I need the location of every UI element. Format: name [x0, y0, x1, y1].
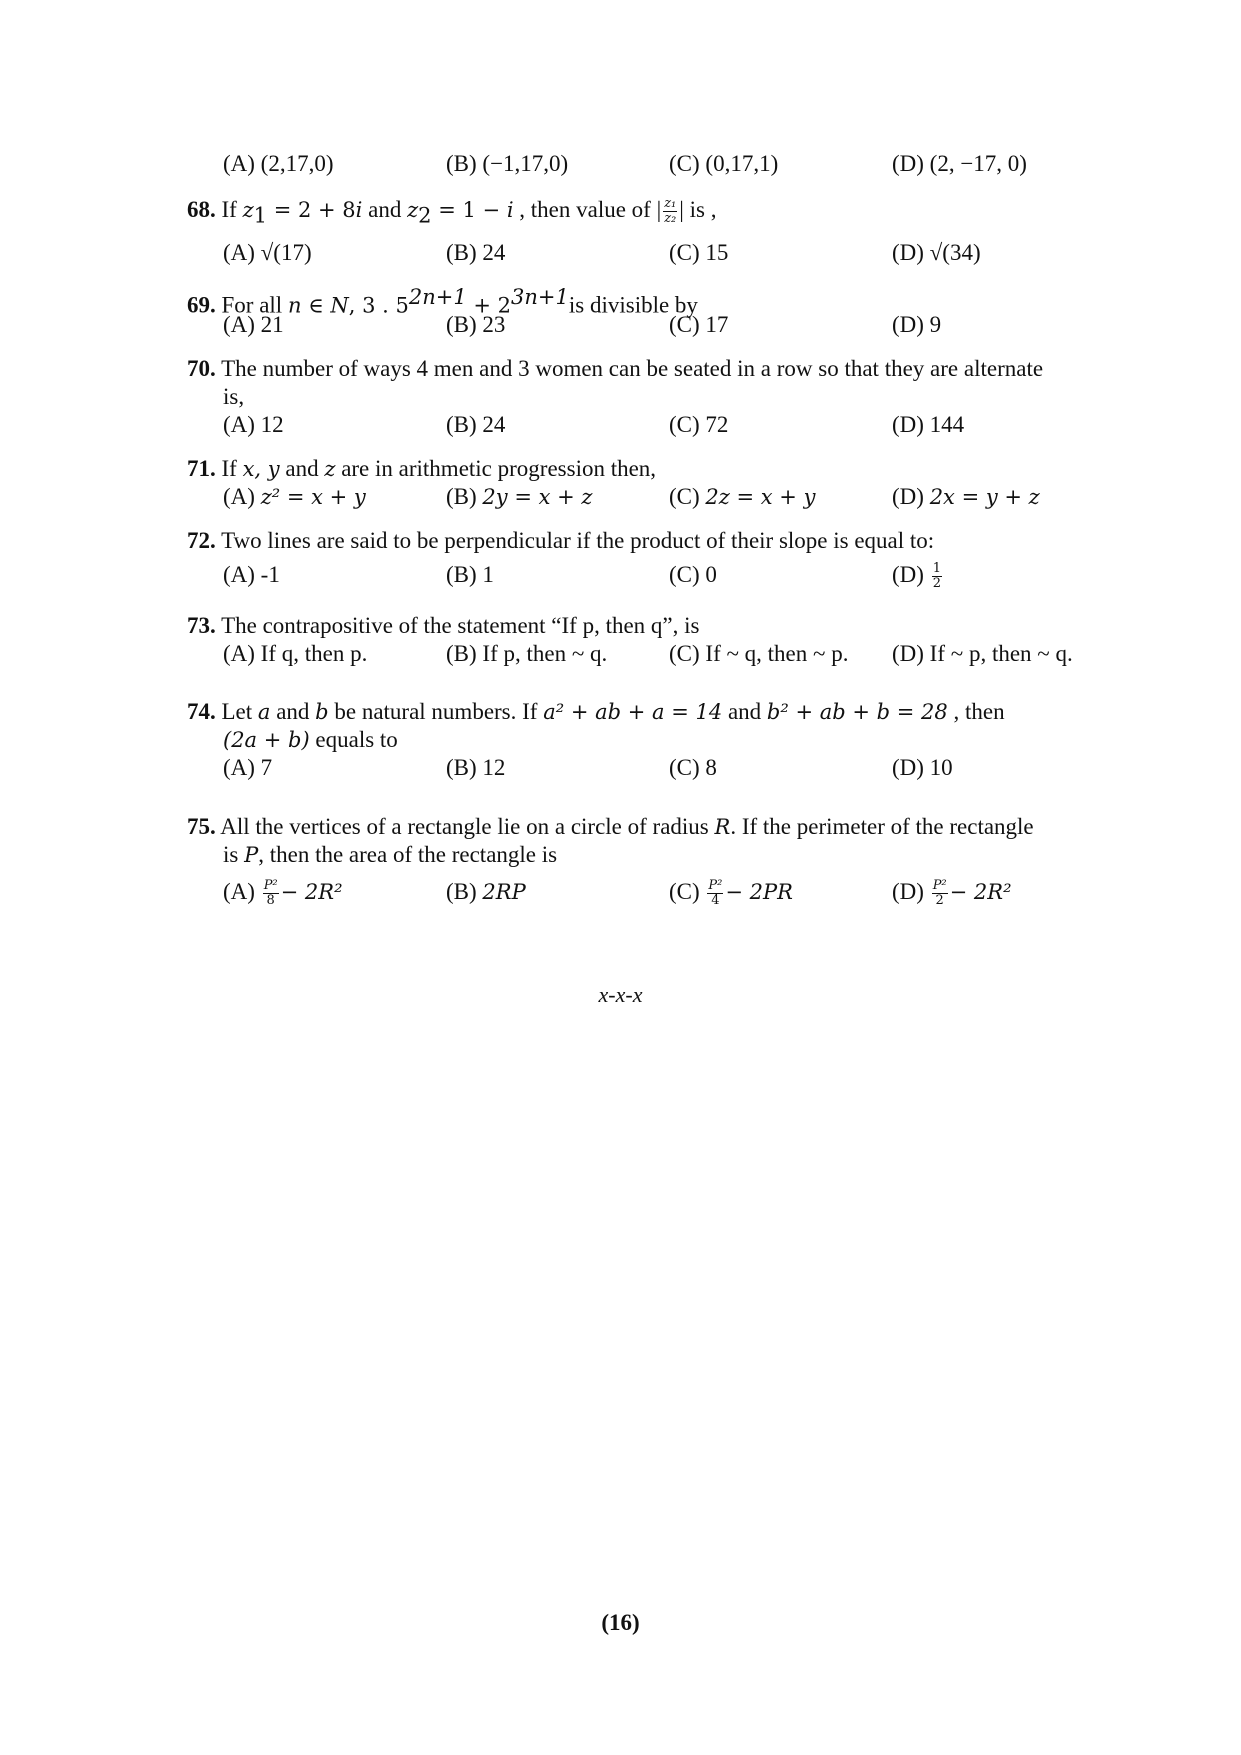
q71-stem [187, 455, 656, 483]
q68-i-1: i [355, 198, 363, 222]
q71-d-math: 2x = y + z [929, 485, 1040, 509]
q73-stem [187, 612, 699, 640]
q69-text-2: ∈ [301, 293, 331, 318]
q69-exp-2: 3n+1 [511, 285, 569, 309]
q74-stem [187, 698, 1005, 726]
q75-c-den: 4 [711, 893, 720, 909]
q71-d-label: (D) [892, 484, 930, 509]
q72-number: 72. [187, 528, 216, 553]
q75-a-num: P² [263, 878, 278, 894]
q73-option-b: (B) If p, then ~ q. [446, 641, 608, 666]
q71-a-label: (A) [223, 484, 261, 509]
q72-d-num: 1 [932, 561, 941, 577]
q71-option-d [892, 483, 1040, 511]
q73-option-a: (A) If q, then p. [223, 641, 368, 666]
q71-c-math: 2z = x + y [705, 485, 816, 509]
q70-option-b: (B) 24 [446, 412, 506, 437]
q68-sub-2: 2 [418, 203, 432, 228]
q74-text-1: Let [221, 699, 258, 724]
q70-text-2: is, [223, 384, 245, 409]
q75-R: R [714, 815, 731, 839]
q74-text-6: equals to [309, 727, 398, 752]
q74-expr: (2a + b) [223, 728, 310, 752]
q71-option-c [669, 483, 815, 511]
q71-option-b [446, 483, 592, 511]
q74-text-4: and [722, 699, 767, 724]
q75-b-math: 2RP [482, 880, 526, 904]
q67-option-c: (C) (0,17,1) [669, 151, 779, 176]
q74-text-5: , then [947, 699, 1005, 724]
q71-a-math: z² = x + y [260, 485, 366, 509]
q68-stem [187, 196, 716, 230]
q68-text-4: = 1 − [431, 198, 507, 222]
q68-text-1: If [221, 197, 243, 222]
q74-eq-2: b² + ab + b = 28 [766, 700, 948, 724]
q71-b-label: (B) [446, 484, 483, 509]
q71-c-label: (C) [669, 484, 706, 509]
q75-text-3: is [223, 842, 245, 867]
q72-option-c: (C) 0 [669, 562, 717, 587]
q68-text-2: = 2 + 8 [267, 198, 356, 222]
q72-d-label: (D) [892, 562, 930, 587]
q75-text-1: All the vertices of a rectangle lie on a circle of radius [220, 814, 715, 839]
q74-option-c: (C) 8 [669, 755, 717, 780]
q68-option-d: (D) √(34) [892, 240, 981, 265]
q74-option-d: (D) 10 [892, 755, 953, 780]
q72-option-a: (A) -1 [223, 562, 280, 587]
q74-b: b [315, 700, 329, 724]
q75-a-den: 8 [266, 893, 275, 909]
q75-option-d [892, 878, 1012, 908]
q75-a-rest: − 2R² [280, 880, 343, 904]
q68-frac-num: z₁ [664, 196, 677, 212]
q69-n: n [287, 293, 302, 318]
q75-d-num: P² [932, 878, 947, 894]
q73-option-d: (D) If ~ p, then ~ q. [892, 641, 1073, 666]
q67-option-a: (A) (2,17,0) [223, 151, 334, 176]
q68-fraction [663, 197, 677, 226]
q74-stem-2 [223, 726, 398, 754]
q67-option-b: (B) (−1,17,0) [446, 151, 569, 176]
q68-sub-1: 1 [253, 203, 268, 228]
q70-option-a: (A) 12 [223, 412, 284, 437]
q69-text-3: , 3 . 5 [348, 293, 409, 318]
q71-text-3: are in arithmetic progression then, [335, 456, 657, 481]
q70-text-1: The number of ways 4 men and 3 women can be seated in a row so that they are alternate [221, 356, 1044, 381]
q70-stem [187, 355, 1043, 383]
q75-d-den: 2 [935, 893, 944, 909]
q69-exp-1: 2n+1 [408, 285, 467, 309]
page-number: (16) [601, 1610, 640, 1635]
q68-option-a: (A) √(17) [223, 240, 312, 265]
q74-a: a [257, 700, 271, 724]
end-divider: x-x-x [598, 982, 643, 1007]
q74-text-2: and [270, 699, 316, 724]
q71-text-1: If [221, 456, 243, 481]
q72-d-den: 2 [932, 576, 941, 592]
q68-text-6: | is , [679, 197, 717, 222]
q69-text-1: For all [221, 292, 288, 318]
q68-i-2: i [506, 198, 514, 222]
q75-c-rest: − 2PR [725, 880, 793, 904]
q72-option-b: (B) 1 [446, 562, 494, 587]
q75-c-num: P² [708, 878, 723, 894]
q70-number: 70. [187, 356, 216, 381]
q69-option-b: (B) 23 [446, 312, 506, 337]
q69-text-5: is divisible by [568, 292, 698, 318]
q75-P: P [244, 843, 259, 867]
q70-option-c: (C) 72 [669, 412, 729, 437]
q75-d-rest: − 2R² [949, 880, 1012, 904]
q75-stem-2 [223, 841, 557, 869]
q75-stem [187, 813, 1034, 841]
q75-text-2: . If the perimeter of the rectangle [730, 814, 1034, 839]
q75-c-label: (C) [669, 879, 706, 904]
q67-option-d: (D) (2, −17, 0) [892, 151, 1027, 176]
q75-option-a [223, 878, 343, 908]
q69-N: N [330, 293, 349, 318]
q75-option-b [446, 878, 526, 906]
q68-text-5: , then value of | [513, 197, 662, 222]
q74-option-a: (A) 7 [223, 755, 273, 780]
q72-stem [187, 527, 934, 555]
q70-option-d: (D) 144 [892, 412, 965, 437]
q68-text-3: and [362, 197, 408, 222]
q68-option-c: (C) 15 [669, 240, 729, 265]
q69-number: 69. [187, 292, 216, 318]
q74-number: 74. [187, 699, 216, 724]
q69-option-a: (A) 21 [223, 312, 284, 337]
q75-b-label: (B) [446, 879, 483, 904]
q71-number: 71. [187, 456, 216, 481]
q73-number: 73. [187, 613, 216, 638]
q74-eq-1: a² + ab + a = 14 [543, 700, 723, 724]
q75-number: 75. [187, 814, 216, 839]
q75-a-label: (A) [223, 879, 261, 904]
q75-option-c [669, 878, 793, 908]
q71-b-math: 2y = x + z [482, 485, 593, 509]
q69-text-4: + 2 [466, 293, 512, 318]
q72-option-d [892, 561, 944, 591]
q75-c-fraction [707, 879, 723, 908]
q71-option-a [223, 483, 366, 511]
q71-z: z [324, 457, 336, 481]
q68-frac-den: z₂ [664, 211, 677, 227]
q73-option-c: (C) If ~ q, then ~ p. [669, 641, 849, 666]
q68-number: 68. [187, 197, 216, 222]
q68-z1: z [242, 198, 254, 222]
q72-text: Two lines are said to be perpendicular if the product of their slope is equal to: [221, 528, 935, 553]
q74-text-3: be natural numbers. If [328, 699, 544, 724]
q75-d-fraction [932, 879, 948, 908]
q75-text-4: , then the area of the rectangle is [258, 842, 558, 867]
q71-text-2: and [279, 456, 325, 481]
q69-option-d: (D) 9 [892, 312, 942, 337]
q72-d-fraction [932, 562, 942, 591]
q68-option-b: (B) 24 [446, 240, 506, 265]
q71-xy: x, y [242, 457, 280, 481]
q75-a-fraction [263, 879, 279, 908]
q73-text: The contrapositive of the statement “If p, then q”, is [221, 613, 700, 638]
q68-z2: z [407, 198, 419, 222]
q69-option-c: (C) 17 [669, 312, 729, 337]
q75-d-label: (D) [892, 879, 930, 904]
q74-option-b: (B) 12 [446, 755, 506, 780]
